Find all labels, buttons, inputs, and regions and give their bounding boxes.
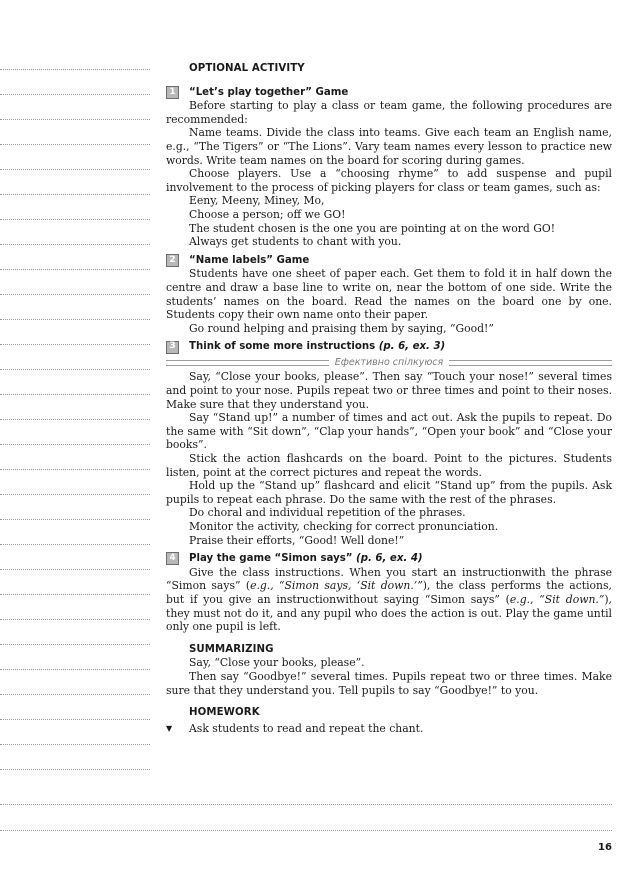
activity-4-paragraph xyxy=(166,566,612,634)
note-line xyxy=(0,569,150,570)
divider-lines xyxy=(166,360,329,366)
activity-4-text: ), they must not do it, and any pupil who does the action is out. Play the game until only one pupil is left. xyxy=(166,592,612,634)
note-line xyxy=(0,119,150,120)
note-line xyxy=(0,644,150,645)
activity-4-header xyxy=(166,552,612,566)
note-line xyxy=(0,744,150,745)
note-line xyxy=(0,719,150,720)
textbook-reference: (p. 6, ex. 4) xyxy=(356,553,423,565)
activity-3-header xyxy=(166,340,612,354)
activity-2-header xyxy=(166,254,612,268)
activity-number-box: 3 xyxy=(166,341,179,354)
rhyme-line: Eeny, Meeny, Miney, Mo, xyxy=(189,194,325,208)
activity-1-note: Always get students to chant with you. xyxy=(189,235,402,249)
activity-number-box: 1 xyxy=(166,86,179,99)
homework-text: Ask students to read and repeat the chant. xyxy=(189,721,424,735)
note-line xyxy=(0,494,150,495)
activity-1-paragraph: Name teams. Divide the class into teams. Give each team an English name, e.g., “The Tigers” or “The Lions”. Vary team names every lesson to practice new words. Write team names on the board for scoring during games. xyxy=(166,126,612,167)
note-line xyxy=(0,619,150,620)
note-line xyxy=(0,694,150,695)
textbook-reference: (p. 6, ex. 3) xyxy=(378,341,446,353)
note-line xyxy=(0,469,150,470)
note-line xyxy=(0,269,150,270)
note-line xyxy=(0,544,150,545)
note-line xyxy=(0,169,150,170)
divider-label: Ефективно спілкуюся xyxy=(334,356,444,368)
activity-3-paragraph: Say, “Close your books, please”. Then say “Touch your nose!” several times and point to your nose. Pupils repeat two or three times and point to their noses. Make sure that they understand you. xyxy=(166,370,612,411)
note-line xyxy=(0,319,150,320)
homework-item xyxy=(166,722,612,736)
note-line xyxy=(0,394,150,395)
note-line xyxy=(0,194,150,195)
notes-bottom-line xyxy=(0,830,612,831)
note-line xyxy=(0,294,150,295)
note-line xyxy=(0,369,150,370)
note-line xyxy=(0,219,150,220)
notes-bottom-line xyxy=(0,804,612,805)
activity-3-paragraph: Say “Stand up!” a number of times and act out. Ask the pupils to repeat. Do the same with “Sit down”, “Clap your hands”, “Open your book” and “Close your books”. xyxy=(166,411,612,452)
note-line xyxy=(0,594,150,595)
activity-2-title: “Name labels” Game xyxy=(189,254,310,266)
triangle-down-icon: ▼ xyxy=(166,723,173,733)
activity-1-paragraph: Choose players. Use a “choosing rhyme” to add suspense and pupil involvement to the process of picking players for class or team games, such as: xyxy=(166,167,612,194)
lesson-content xyxy=(166,62,612,735)
activity-1-header xyxy=(166,86,612,100)
activity-3-title: Think of some more instructions xyxy=(189,341,376,353)
activity-number-box: 4 xyxy=(166,552,179,565)
activity-2-paragraph: Go round helping and praising them by saying, “Good!” xyxy=(189,321,494,335)
activity-1-note: The student chosen is the one you are pointing at on the word GO! xyxy=(189,221,556,235)
note-line xyxy=(0,444,150,445)
note-line xyxy=(0,769,150,770)
activity-3-paragraph: Hold up the “Stand up” flashcard and elicit “Stand up” from the pupils. Ask pupils to repeat each phrase. Do the same with the rest of the phrases. xyxy=(166,479,612,506)
activity-3-paragraph: Praise their efforts, “Good! Well done!” xyxy=(189,533,405,547)
note-line xyxy=(0,94,150,95)
note-line xyxy=(0,344,150,345)
activity-2-paragraph: Students have one sheet of paper each. Get them to fold it in half down the centre and draw a base line to write on, near the bottom of one side. Write the students’ names on the board. Read the names on the board one by one. Students copy their own name onto their paper. xyxy=(166,267,612,322)
summarizing-paragraph: Say, “Close your books, please”. xyxy=(189,656,365,670)
activity-1-title: “Let’s play together” Game xyxy=(189,86,349,98)
note-line xyxy=(0,519,150,520)
note-line xyxy=(0,419,150,420)
divider-lines xyxy=(449,360,612,366)
summarizing-paragraph: Then say “Goodbye!” several times. Pupils repeat two or three times. Make sure that they understand you. Tell pupils to say “Goodbye!” to you. xyxy=(166,669,612,697)
note-line xyxy=(0,69,150,70)
activity-4-title: Play the game “Simon says” xyxy=(189,553,353,565)
activity-3-paragraph: Monitor the activity, checking for correct pronunciation. xyxy=(189,520,499,533)
activity-3-paragraph: Stick the action flashcards on the board. Point to the pictures. Students listen, point at the correct pictures and repeat the words. xyxy=(166,452,612,479)
note-line xyxy=(0,144,150,145)
homework-heading: HOMEWORK xyxy=(189,707,260,719)
activity-4-text: ), the class performs the actions, but if you give an instructionwithout saying “Simon says” ( xyxy=(166,579,612,606)
note-line xyxy=(0,669,150,670)
note-lines-margin xyxy=(0,0,150,896)
activity-4-text: Give the class instructions. When you start an instructionwith the phrase “Simon says” ( xyxy=(166,565,612,593)
example-text: e.g., “Simon says, ‘Sit down.’” xyxy=(250,579,423,593)
page-number: 16 xyxy=(598,842,612,853)
activity-number-box: 2 xyxy=(166,254,179,267)
example-text: e.g., “Sit down.” xyxy=(509,592,605,606)
optional-activity-heading: OPTIONAL ACTIVITY xyxy=(189,63,305,74)
activity-3-paragraph: Do choral and individual repetition of the phrases. xyxy=(189,506,466,520)
summarizing-heading: SUMMARIZING xyxy=(189,643,274,655)
note-line xyxy=(0,244,150,245)
section-divider xyxy=(166,356,612,370)
rhyme-line: Choose a person; off we GO! xyxy=(189,207,346,221)
activity-1-paragraph: Before starting to play a class or team game, the following procedures are recommended: xyxy=(166,99,612,126)
